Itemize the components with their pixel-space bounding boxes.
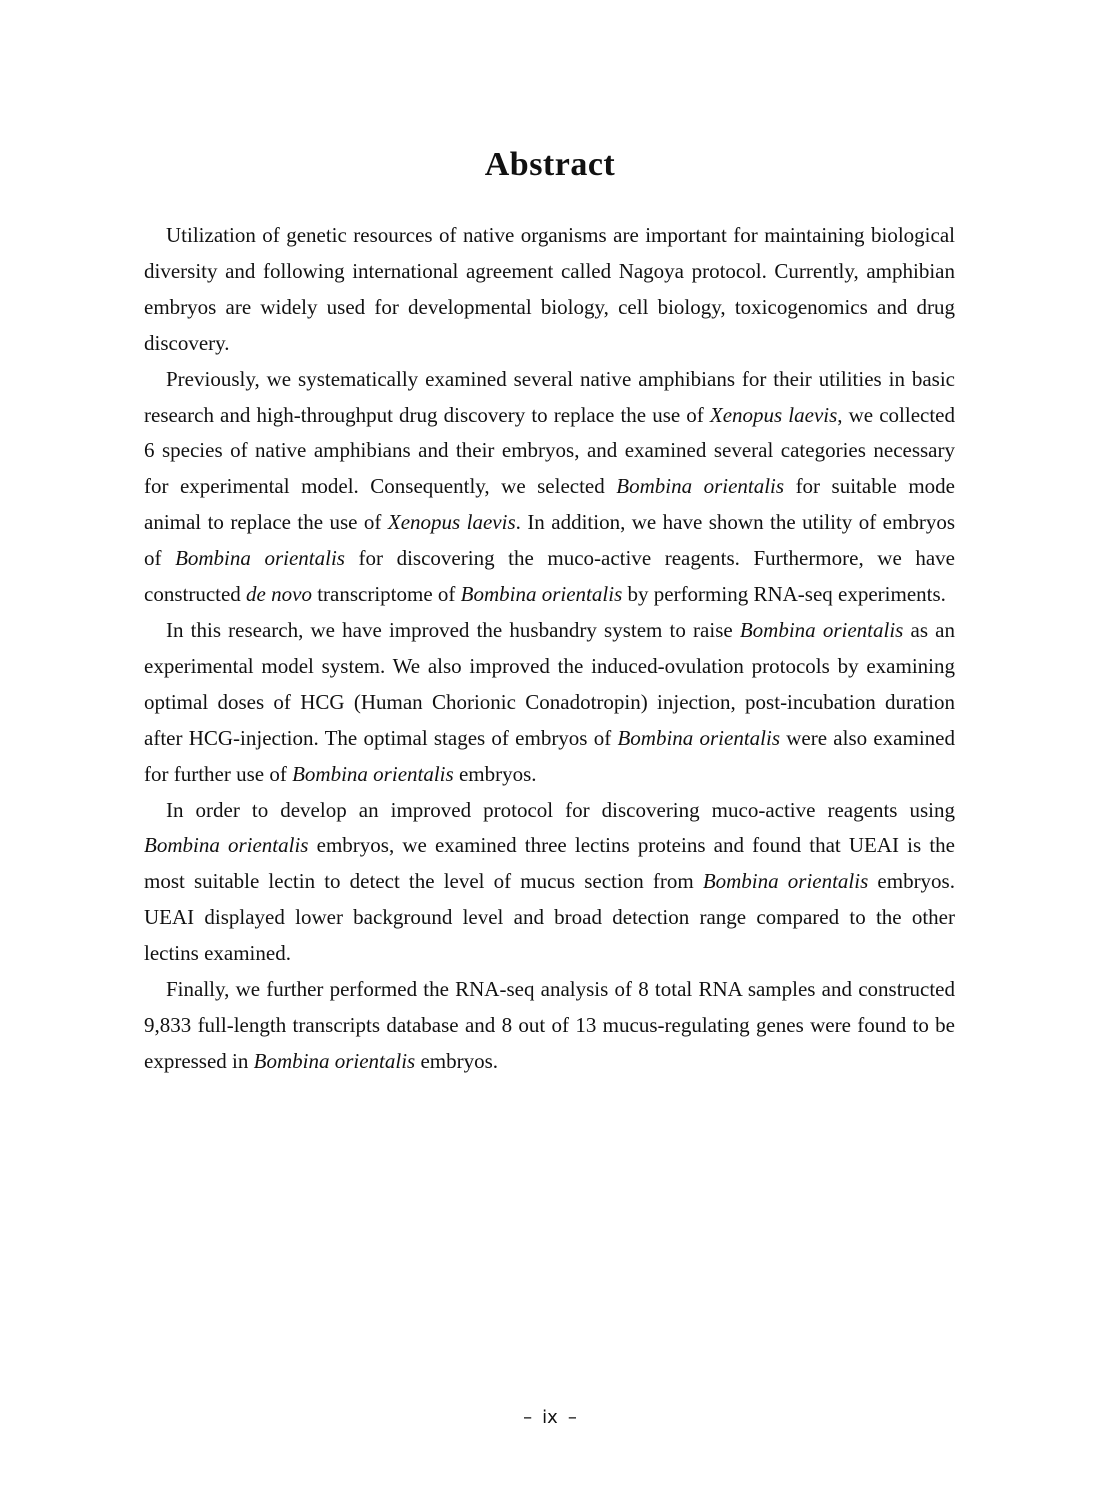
abstract-paragraph — [144, 613, 955, 793]
text-run: In order to develop an improved protocol for discovering muco-active reagents using — [166, 797, 955, 822]
italic-term: Bombina orientalis — [292, 761, 454, 786]
text-run: Utilization of genetic resources of native organisms are important for maintaining biological diversity and following international agreement called Nagoya protocol. Currently, amphibian embryos are widely used for developmental biology, cell biology, toxicogenomics and drug discovery. — [144, 223, 955, 355]
abstract-paragraph — [144, 793, 955, 973]
italic-term: Bombina orientalis — [175, 546, 345, 571]
text-run: embryos. UEAI displayed lower background level and broad detection range compared to the other lectins examined. — [144, 869, 955, 966]
text-run: , we collected 6 species of native amphibians and their embryos, and examined several categories necessary for experimental model. Consequently, we selected — [144, 402, 956, 499]
italic-term: Xenopus laevis — [709, 402, 838, 427]
text-run: Previously, we systematically examined several native amphibians for their utilities in basic research and high-throughput drug discovery to replace the use of — [144, 366, 955, 427]
text-run: In this research, we have improved the husbandry system to raise — [166, 617, 740, 642]
italic-term: Bombina orientalis — [616, 474, 785, 499]
text-run: embryos. — [415, 1048, 499, 1073]
text-run: . In addition, we have shown the utility of embryos of — [144, 510, 955, 571]
text-run: embryos, we examined three lectins proteins and found that UEAI is the most suitable lectin to detect the level of mucus section from — [144, 833, 955, 894]
page-number: ix — [542, 1407, 558, 1428]
italic-term: Bombina orientalis — [144, 833, 309, 858]
page-title: Abstract — [484, 145, 616, 183]
abstract-paragraph — [144, 362, 955, 613]
italic-term: Bombina orientalis — [617, 725, 781, 750]
text-run: as an experimental model system. We also improved the induced-ovulation protocols by examining optimal doses of HCG (Human Chorionic Conadotropin) injection, post-incubation duration after HCG-injection. The optimal stages of embryos of — [144, 617, 955, 750]
page-footer — [0, 1404, 1100, 1432]
abstract-paragraph — [144, 972, 955, 1080]
text-run: were also examined for further use of — [144, 725, 955, 786]
italic-term: Bombina orientalis — [702, 869, 869, 894]
italic-term: Bombina orientalis — [460, 582, 623, 607]
text-run: transcriptome of — [311, 582, 461, 607]
italic-term: Bombina orientalis — [253, 1048, 416, 1073]
italic-term: de novo — [246, 582, 312, 607]
text-run: for discovering the muco-active reagents. Furthermore, we have constructed — [144, 546, 955, 607]
text-run: for suitable mode animal to replace the use of — [144, 474, 955, 535]
footer-dash-left: – — [523, 1407, 533, 1428]
italic-term: Bombina orientalis — [739, 617, 904, 642]
text-run: Finally, we further performed the RNA-seq analysis of 8 total RNA samples and constructed 9,833 full-length transcripts database and 8 out of 13 mucus-regulating genes were found to be expressed in — [144, 977, 955, 1073]
text-run: embryos. — [453, 761, 537, 786]
abstract-body — [144, 218, 955, 1080]
footer-dash-right: – — [567, 1407, 577, 1428]
text-run: by performing RNA-seq experiments. — [622, 582, 946, 607]
italic-term: Xenopus laevis — [387, 510, 516, 535]
abstract-paragraph — [144, 218, 955, 362]
